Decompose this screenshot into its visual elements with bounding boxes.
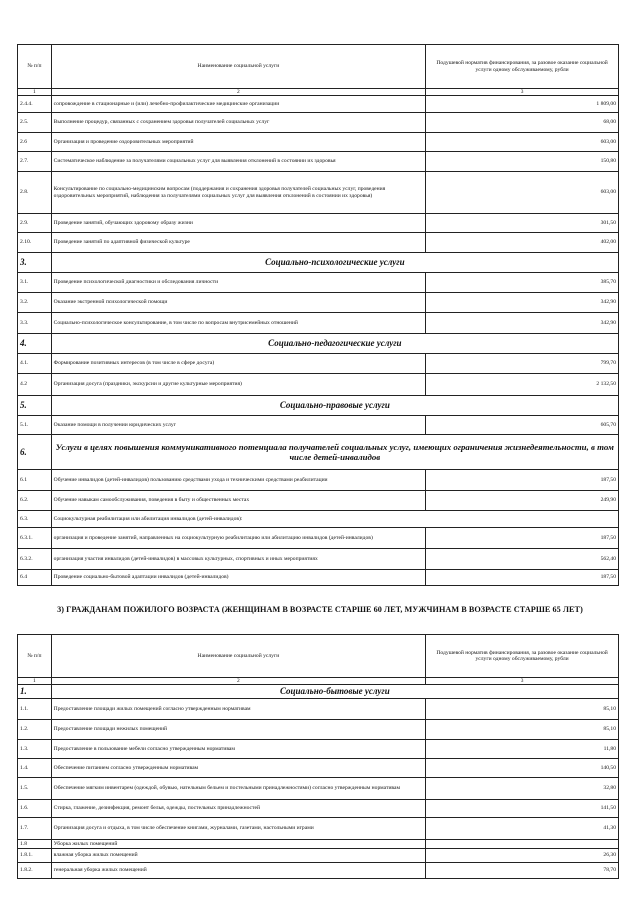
row-value: 2 132,50 <box>426 374 619 396</box>
table-row <box>18 491 619 511</box>
row-value: 342,90 <box>426 293 619 313</box>
row-value: 605,70 <box>426 416 619 435</box>
row-num: 1.8.1. <box>18 849 52 863</box>
table-row <box>18 233 619 253</box>
row-name: Уборка жилых помещений <box>51 840 425 849</box>
row-num: 1.4. <box>18 759 52 778</box>
row-name: Обеспечение мягким инвентарем (одеждой, обувью, нательным бельем и постельными принадлежностями) согласно утвержденным нормативам <box>51 778 425 800</box>
row-value: 141,50 <box>426 800 619 818</box>
table-row <box>18 214 619 233</box>
row-value: 249,90 <box>426 491 619 511</box>
row-value: 1 809,00 <box>426 96 619 113</box>
col-norm-header: Подушевой норматив финансирования, за разовое оказание социальной услуги одному обслуживаемому, рубли <box>426 635 619 678</box>
table-row <box>18 720 619 740</box>
section-heading: 3) ГРАЖДАНАМ ПОЖИЛОГО ВОЗРАСТА (ЖЕНЩИНАМ В ВОЗРАСТЕ СТАРШЕ 60 ЛЕТ, МУЖЧИНАМ В ВОЗРАСТЕ СТАРШЕ 65 ЛЕТ) <box>57 605 583 614</box>
row-num: 4.1. <box>18 354 52 374</box>
section-num: 3. <box>18 253 52 273</box>
row-name: Организация и проведение оздоровительных мероприятий <box>51 133 425 152</box>
row-name: Организация досуга и отдыха, в том числе обеспечение книгами, журналами, газетами, настольными играми <box>51 818 425 840</box>
row-num: 1.3. <box>18 740 52 759</box>
row-value: 187,50 <box>426 570 619 586</box>
col-index-2: 2 <box>51 678 425 685</box>
row-name: Проведение социально-бытовой адаптации инвалидов (детей-инвалидов) <box>51 570 425 586</box>
section-row <box>18 334 619 354</box>
row-name: Обеспечение питанием согласно утвержденным нормативам <box>51 759 425 778</box>
row-num: 1.1. <box>18 699 52 720</box>
header-row <box>18 635 619 678</box>
row-num: 1.7. <box>18 818 52 840</box>
row-name: Проведение психологической диагностики и обследования личности <box>51 273 425 293</box>
table-row <box>18 313 619 334</box>
section-num: 5. <box>18 396 52 416</box>
row-num: 6.4 <box>18 570 52 586</box>
row-num: 3.3. <box>18 313 52 334</box>
table-row <box>18 528 619 549</box>
row-num: 6.3. <box>18 511 52 528</box>
table-row <box>18 863 619 879</box>
row-value: 150,80 <box>426 152 619 172</box>
table-row <box>18 840 619 849</box>
row-num: 3.2. <box>18 293 52 313</box>
row-value: 385,70 <box>426 273 619 293</box>
table-row <box>18 549 619 570</box>
row-value: 41,30 <box>426 818 619 840</box>
col-index-2: 2 <box>51 89 425 96</box>
row-name: Социокультурная реабилитация или абилитация инвалидов (детей-инвалидов): <box>51 511 618 528</box>
row-num: 4.2 <box>18 374 52 396</box>
row-num: 2.9. <box>18 214 52 233</box>
row-value: 11,80 <box>426 740 619 759</box>
row-name: Консультирование по социально-медицинским вопросам (поддержания и сохранения здоровья получателей социальных услуг, проведения оздоровительных мероприятий, наблюдения за получателями социальных услуг для выявления отклонений в состоянии их здоровья) <box>51 172 425 214</box>
row-name: организация и проведение занятий, направленных на социокультурную реабилитацию или абилитацию инвалидов (детей-инвалидов) <box>51 528 425 549</box>
row-num: 1.2. <box>18 720 52 740</box>
row-value: 187,50 <box>426 528 619 549</box>
row-name: влажная уборка жилых помещений <box>51 849 425 863</box>
row-name: организация участия инвалидов (детей-инвалидов) в массовых культурных, спортивных и иных мероприятиях <box>51 549 425 570</box>
row-name: Стирка, глажение, дезинфекция, ремонт белья, одежды, постельных принадлежностей <box>51 800 425 818</box>
table-row <box>18 293 619 313</box>
section-title: Социально-психологические услуги <box>51 253 618 273</box>
row-num: 6.3.2. <box>18 549 52 570</box>
row-value: 402,00 <box>426 233 619 253</box>
row-num: 1.6. <box>18 800 52 818</box>
row-value: 68,00 <box>426 113 619 133</box>
table-row <box>18 354 619 374</box>
column-index-row <box>18 678 619 685</box>
table-row <box>18 699 619 720</box>
section-title: Услуги в целях повышения коммуникативного потенциала получателей социальных услуг, имеющих ограничения жизнедеятельности, в том числе детей-инвалидов <box>51 435 618 470</box>
col-num-header: № п/п <box>18 635 52 678</box>
row-num: 1.5. <box>18 778 52 800</box>
table-row <box>18 849 619 863</box>
row-num: 2.10. <box>18 233 52 253</box>
section-row <box>18 253 619 273</box>
row-name: генеральная уборка жилых помещений <box>51 863 425 879</box>
row-num: 2.4.4. <box>18 96 52 113</box>
row-name: Социально-психологическое консультирование, в том числе по вопросам внутрисемейных отношений <box>51 313 425 334</box>
row-num: 6.2. <box>18 491 52 511</box>
row-value: 140,50 <box>426 759 619 778</box>
row-num: 6.1 <box>18 470 52 491</box>
col-name-header: Наименование социальной услуги <box>51 45 425 89</box>
row-num: 2.8. <box>18 172 52 214</box>
col-index-3: 3 <box>426 678 619 685</box>
table-row <box>18 511 619 528</box>
section-num: 6. <box>18 435 52 470</box>
row-num: 6.3.1. <box>18 528 52 549</box>
row-num: 1.8.2. <box>18 863 52 879</box>
section-num: 1. <box>18 685 52 699</box>
row-value: 799,70 <box>426 354 619 374</box>
col-index-3: 3 <box>426 89 619 96</box>
table-row <box>18 172 619 214</box>
row-name: Проведение занятий по адаптивной физической культуре <box>51 233 425 253</box>
row-num: 1.8 <box>18 840 52 849</box>
section-title: Социально-бытовые услуги <box>51 685 618 699</box>
row-num: 5.1. <box>18 416 52 435</box>
row-num: 2.6 <box>18 133 52 152</box>
row-value: 78,70 <box>426 863 619 879</box>
row-name: Предоставление площади жилых помещений согласно утвержденным нормативам <box>51 699 425 720</box>
row-name: Организация досуга (праздники, экскурсии и другие культурные мероприятия) <box>51 374 425 396</box>
row-value: 342,90 <box>426 313 619 334</box>
table-row <box>18 470 619 491</box>
section-row <box>18 435 619 470</box>
table-row <box>18 759 619 778</box>
section-row <box>18 685 619 699</box>
row-num: 2.7. <box>18 152 52 172</box>
table-row <box>18 778 619 800</box>
row-name: Систематическое наблюдение за получателями социальных услуг для выявления отклонений в состоянии их здоровья <box>51 152 425 172</box>
col-index-1: 1 <box>18 678 52 685</box>
table-row <box>18 273 619 293</box>
row-value: 85,10 <box>426 699 619 720</box>
row-value: 32,80 <box>426 778 619 800</box>
row-name: Предоставление площади нежилых помещений <box>51 720 425 740</box>
row-num: 3.1. <box>18 273 52 293</box>
section-title: Социально-педагогические услуги <box>51 334 618 354</box>
col-norm-header: Подушевой норматив финансирования, за разовое оказание социальной услуги одному обслуживаемому, рубли <box>426 45 619 89</box>
col-name-header: Наименование социальной услуги <box>51 635 425 678</box>
row-name: Оказание экстренной психологической помощи <box>51 293 425 313</box>
row-name: сопровождение в стационарные и (или) лечебно-профилактические медицинские организации <box>51 96 425 113</box>
table-row <box>18 800 619 818</box>
column-index-row <box>18 89 619 96</box>
row-value: 187,50 <box>426 470 619 491</box>
row-value: 562,40 <box>426 549 619 570</box>
row-value: 603,00 <box>426 172 619 214</box>
header-row <box>18 45 619 89</box>
row-name: Проведение занятий, обучающих здоровому образу жизни <box>51 214 425 233</box>
section-num: 4. <box>18 334 52 354</box>
row-num: 2.5. <box>18 113 52 133</box>
table-row <box>18 113 619 133</box>
row-name: Предоставление в пользование мебели согласно утвержденным нормативам <box>51 740 425 759</box>
row-value: 26,30 <box>426 849 619 863</box>
table-row <box>18 740 619 759</box>
row-name: Выполнение процедур, связанных с сохранением здоровья получателей социальных услуг <box>51 113 425 133</box>
row-value: 603,00 <box>426 133 619 152</box>
table-row <box>18 133 619 152</box>
section-row <box>18 396 619 416</box>
col-index-1: 1 <box>18 89 52 96</box>
row-value <box>426 840 619 849</box>
table-row <box>18 818 619 840</box>
row-name: Формирование позитивных интересов (в том числе в сфере досуга) <box>51 354 425 374</box>
row-value: 85,10 <box>426 720 619 740</box>
table-row <box>18 374 619 396</box>
table-row <box>18 416 619 435</box>
services-table-2 <box>17 634 619 879</box>
services-table-1 <box>17 44 619 586</box>
table-row <box>18 152 619 172</box>
table-row <box>18 570 619 586</box>
table-row <box>18 96 619 113</box>
row-name: Обучение инвалидов (детей-инвалидов) пользованию средствами ухода и техническими средствами реабилитации <box>51 470 425 491</box>
col-num-header: № п/п <box>18 45 52 89</box>
row-value: 301,50 <box>426 214 619 233</box>
section-title: Социально-правовые услуги <box>51 396 618 416</box>
row-name: Обучение навыкам самообслуживания, поведения в быту и общественных местах <box>51 491 425 511</box>
row-name: Оказание помощи в получении юридических услуг <box>51 416 425 435</box>
